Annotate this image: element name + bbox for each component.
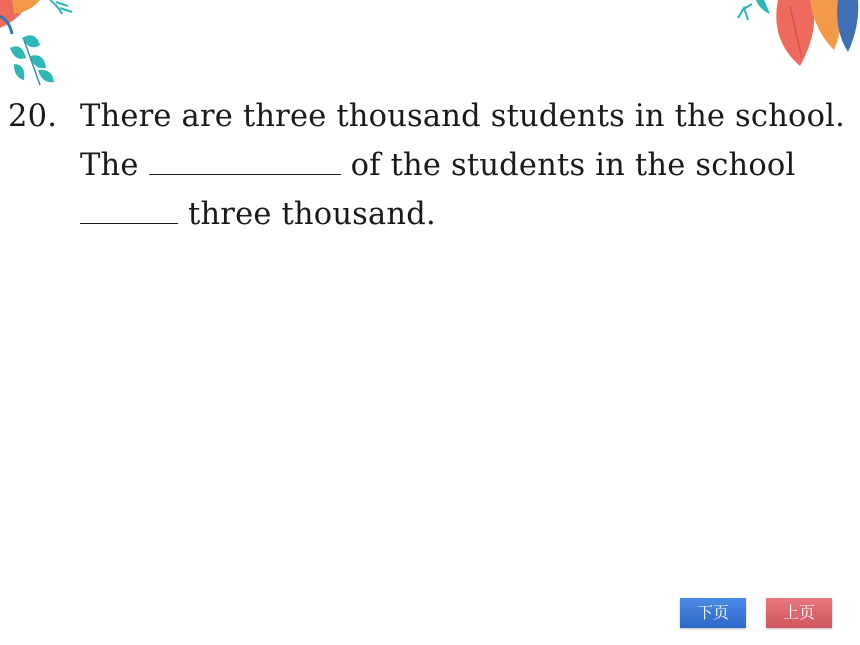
question-line-3-end: three thousand. [188,197,436,232]
question-line-2 [80,141,795,190]
question-line-1: There are three thousand students in the school. [80,99,846,134]
answer-blank-1[interactable] [149,148,341,175]
next-page-button[interactable]: 下页 [680,598,746,628]
question-line-2-start: The [80,148,139,183]
previous-page-button[interactable]: 上页 [766,598,832,628]
floral-decoration-top-left [0,0,90,95]
floral-decoration-top-right [730,0,860,75]
question-number: 20. [8,99,58,134]
answer-blank-2[interactable] [80,197,178,224]
question-line-3 [80,190,436,239]
question-line-2-end: of the students in the school [350,148,796,183]
